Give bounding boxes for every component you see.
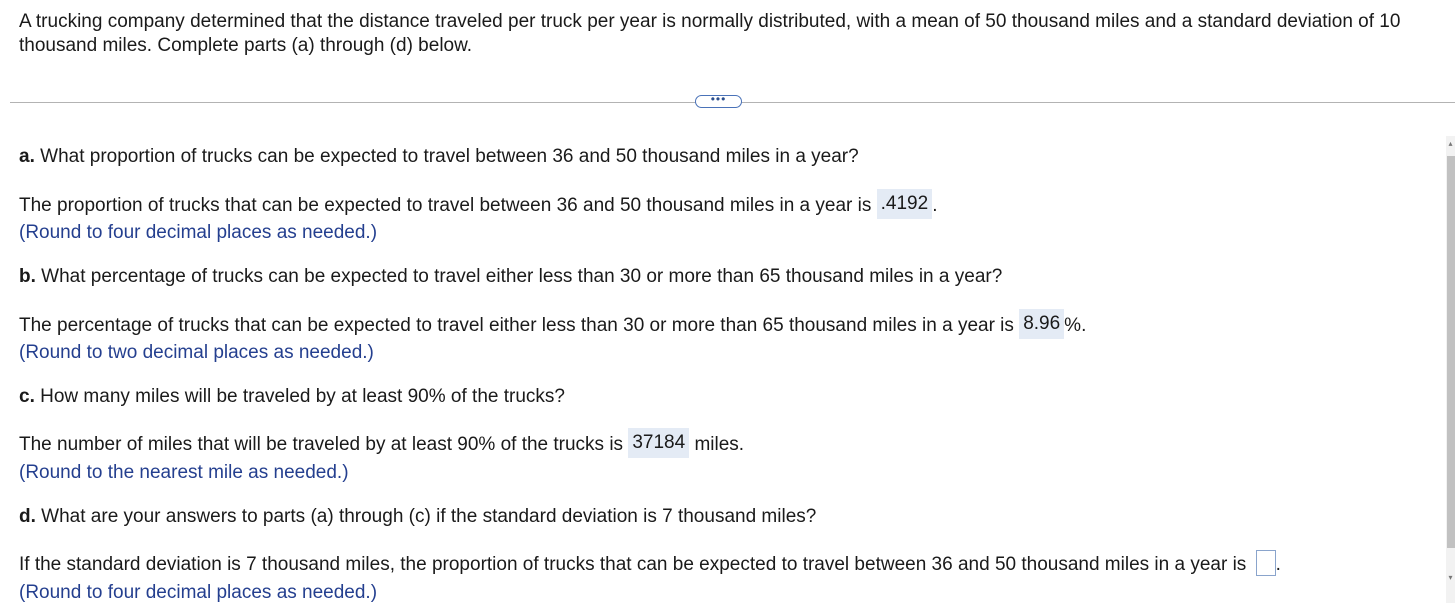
answer-a-suffix: . [932,195,938,217]
question-a-label: a. [19,146,35,167]
question-d-text: What are your answers to parts (a) through (c) if the standard deviation is 7 thousand miles? [35,506,817,527]
answer-c-field[interactable]: 37184 [628,428,689,458]
scrollbar-thumb[interactable] [1447,156,1455,548]
question-c-label: c. [19,386,35,407]
question-b [19,265,1002,289]
scroll-up-icon[interactable]: ▴ [1448,139,1453,148]
question-b-text: What percentage of trucks can be expected to travel either less than 30 or more than 65 thousand miles in a year? [35,266,1003,287]
question-a [19,145,859,169]
hint-c: (Round to the nearest mile as needed.) [19,462,349,483]
hint-b: (Round to two decimal places as needed.) [19,342,374,363]
question-b-label: b. [19,266,36,287]
answer-d-prefix: If the standard deviation is 7 thousand miles, the proportion of trucks that can be expected to travel between 36 and 50 thousand miles in a year is [19,554,1252,575]
question-c [19,385,565,409]
answer-b-suffix: %. [1064,315,1087,337]
question-d [19,505,816,529]
hint-d: (Round to four decimal places as needed.) [19,582,378,603]
answer-d-sentence [19,553,1281,577]
answer-b-sentence [19,313,1086,339]
answer-c-suffix: miles. [689,434,745,456]
hint-a: (Round to four decimal places as needed.) [19,222,378,243]
answer-b-field[interactable]: 8.96 [1019,309,1064,339]
scroll-down-icon[interactable]: ▾ [1448,573,1453,582]
answer-c-prefix: The number of miles that will be traveled by at least 90% of the trucks is [19,434,629,456]
question-a-text: What proportion of trucks can be expected to travel between 36 and 50 thousand miles in a year? [34,146,859,167]
problem-statement: A trucking company determined that the distance traveled per truck per year is normally distributed, with a mean of 50 thousand miles and a standard deviation of 10 thousand miles. Complete parts (a) through (d) below. [19,11,1401,56]
more-options-button[interactable]: ••• [695,95,742,108]
answer-d-input[interactable] [1256,550,1276,576]
question-c-text: How many miles will be traveled by at least 90% of the trucks? [34,386,565,407]
answer-a-field[interactable]: .4192 [877,189,933,219]
answer-c-sentence [19,432,744,458]
answer-a-sentence [19,193,937,219]
question-d-label: d. [19,506,36,527]
answer-a-prefix: The proportion of trucks that can be expected to travel between 36 and 50 thousand miles in a year is [19,195,877,217]
answer-d-suffix: . [1275,554,1281,575]
answer-b-prefix: The percentage of trucks that can be expected to travel either less than 30 or more than 65 thousand miles in a year is [19,315,1020,337]
